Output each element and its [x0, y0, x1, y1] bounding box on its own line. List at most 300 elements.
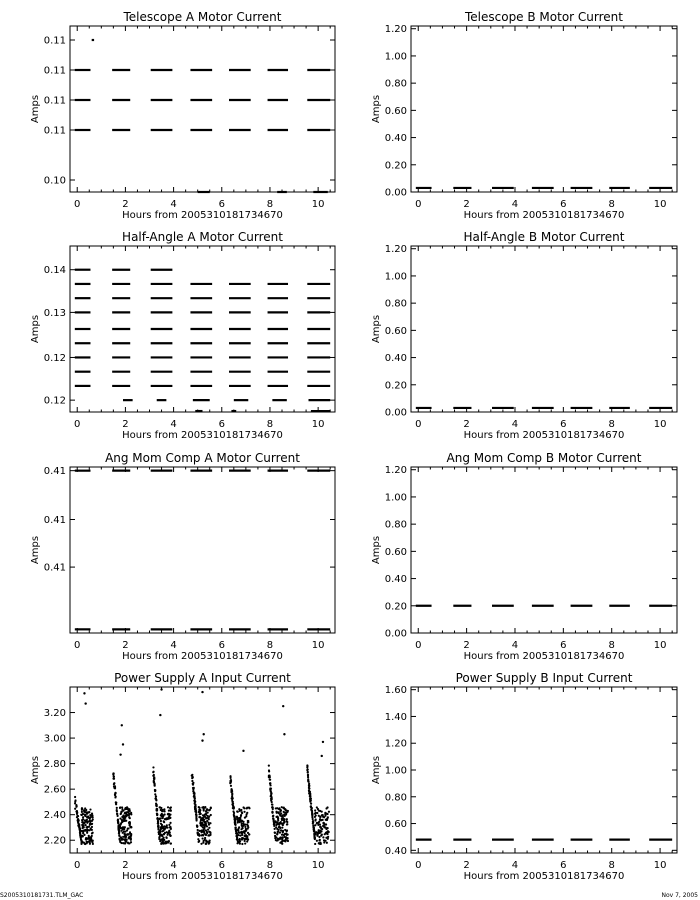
data-point [198, 813, 200, 815]
chart-title: Ang Mom Comp A Motor Current [105, 451, 300, 465]
data-point [271, 812, 273, 814]
data-point [163, 833, 165, 835]
data-point [154, 790, 156, 792]
y-axis-label: Amps [371, 755, 382, 785]
data-point [269, 779, 271, 781]
data-point [241, 812, 243, 814]
data-point [85, 824, 87, 826]
x-tick-label: 6 [560, 640, 567, 651]
y-tick-label: 0.13 [43, 307, 66, 319]
data-point [91, 841, 93, 843]
data-point [270, 787, 272, 789]
data-point [127, 842, 129, 844]
x-tick-label: 8 [266, 860, 274, 871]
x-tick-label: 0 [74, 640, 81, 651]
data-point [235, 831, 237, 833]
y-axis-label: Amps [30, 94, 41, 124]
data-point [233, 808, 235, 810]
data-point [203, 821, 205, 823]
y-tick-label: 0.80 [384, 298, 407, 310]
data-point [194, 797, 196, 799]
x-tick-label: 8 [608, 860, 615, 871]
plot-frame [411, 687, 677, 853]
data-point [321, 819, 323, 821]
y-tick-label: 1.20 [384, 465, 407, 477]
data-point [199, 811, 201, 813]
data-point [115, 803, 117, 805]
x-tick-label: 0 [74, 419, 81, 430]
data-point [244, 826, 246, 828]
data-point [113, 787, 115, 789]
data-point [201, 831, 203, 833]
data-point [199, 822, 201, 824]
data-point [161, 830, 163, 832]
data-point [312, 821, 314, 823]
data-point [286, 818, 288, 820]
data-point [164, 810, 166, 812]
data-point [122, 836, 124, 838]
data-point [272, 815, 274, 817]
data-point [245, 830, 247, 832]
data-point [159, 840, 161, 842]
data-point [241, 824, 243, 826]
data-point [200, 824, 202, 826]
y-tick-label: 0.00 [384, 187, 407, 199]
data-point [246, 840, 248, 842]
data-point [86, 841, 88, 843]
y-tick-label: 1.00 [384, 271, 407, 283]
data-point [130, 826, 132, 828]
data-point [158, 831, 160, 833]
y-tick-label: 0.40 [384, 133, 407, 145]
data-point [167, 806, 169, 808]
x-tick-label: 10 [311, 199, 325, 210]
plot-frame [411, 26, 677, 192]
data-point [318, 839, 320, 841]
x-axis-label: Hours from 2005310181734670 [463, 871, 625, 882]
data-point [162, 817, 164, 819]
data-point [316, 840, 318, 842]
y-tick-label: 0.12 [43, 395, 66, 407]
data-point [276, 839, 278, 841]
y-tick-label: 3.00 [43, 733, 66, 745]
data-point [206, 832, 208, 834]
data-point [155, 795, 157, 797]
data-point [161, 814, 163, 816]
data-point [81, 819, 83, 821]
y-tick-label: 3.20 [43, 708, 66, 720]
x-tick-label: 10 [311, 860, 325, 871]
data-point [193, 795, 195, 797]
data-point [270, 791, 272, 793]
data-point [161, 838, 163, 840]
x-tick-label: 2 [122, 860, 129, 871]
data-point [204, 807, 206, 809]
data-point [281, 834, 283, 836]
data-point [234, 822, 236, 824]
data-points [75, 270, 330, 411]
data-point [191, 780, 193, 782]
data-point [80, 838, 82, 840]
data-point [198, 809, 200, 811]
data-point [161, 824, 163, 826]
data-point [239, 810, 241, 812]
data-point [164, 842, 166, 844]
x-tick-label: 2 [463, 640, 470, 651]
data-point [274, 837, 276, 839]
data-point [192, 788, 194, 790]
y-tick-label: 0.20 [384, 380, 407, 392]
data-point [268, 769, 270, 771]
outlier-point [321, 755, 323, 757]
x-tick-label: 2 [122, 419, 129, 430]
data-point [247, 820, 249, 822]
data-point [274, 832, 276, 834]
data-point [243, 811, 245, 813]
data-points [75, 471, 330, 630]
data-point [120, 836, 122, 838]
data-point [270, 795, 272, 797]
data-point [154, 785, 156, 787]
data-point [194, 801, 196, 803]
data-point [271, 798, 273, 800]
x-tick-label: 10 [653, 419, 667, 430]
data-point [271, 801, 273, 803]
data-point [82, 816, 84, 818]
y-tick-label: 1.20 [384, 24, 407, 36]
data-point [124, 830, 126, 832]
data-point [121, 808, 123, 810]
data-point [169, 822, 171, 824]
data-point [205, 824, 207, 826]
data-point [232, 805, 234, 807]
y-tick-label: 0.11 [43, 95, 66, 107]
x-tick-label: 10 [653, 199, 667, 210]
data-point [113, 775, 115, 777]
data-point [281, 819, 283, 821]
y-tick-label: 1.20 [384, 738, 407, 750]
data-point [156, 810, 158, 812]
data-point [163, 820, 165, 822]
plot-frame [70, 26, 335, 192]
y-tick-label: 1.40 [384, 711, 407, 723]
x-tick-label: 0 [74, 860, 81, 871]
y-tick-label: 0.80 [384, 792, 407, 804]
y-tick-label: 0.20 [384, 601, 407, 613]
data-point [90, 827, 92, 829]
data-point [240, 815, 242, 817]
x-axis-label: Hours from 2005310181734670 [463, 430, 625, 441]
data-point [306, 769, 308, 771]
data-point [169, 835, 171, 837]
data-point [91, 820, 93, 822]
data-point [273, 825, 275, 827]
data-point [81, 824, 83, 826]
data-point [91, 835, 93, 837]
chart-4 [371, 230, 677, 441]
data-point [88, 836, 90, 838]
data-point [158, 837, 160, 839]
y-tick-label: 0.12 [43, 352, 66, 364]
chart-title: Half-Angle B Motor Current [463, 230, 625, 244]
data-point [307, 771, 309, 773]
x-tick-label: 8 [608, 199, 615, 210]
x-tick-label: 4 [511, 640, 519, 651]
data-point [283, 820, 285, 822]
x-tick-label: 6 [560, 199, 567, 210]
data-point [84, 813, 86, 815]
data-point [123, 842, 125, 844]
data-point [87, 817, 89, 819]
y-tick-label: 2.40 [43, 810, 66, 822]
data-point [125, 815, 127, 817]
data-point [313, 829, 315, 831]
data-point [88, 826, 90, 828]
data-point [207, 822, 209, 824]
data-point [268, 776, 270, 778]
data-point [76, 811, 78, 813]
x-tick-label: 4 [511, 199, 519, 210]
y-tick-label: 0.00 [384, 628, 407, 640]
data-point [317, 824, 319, 826]
data-point [129, 817, 131, 819]
data-point [86, 827, 88, 829]
data-point [242, 806, 244, 808]
data-point [271, 804, 273, 806]
y-tick-label: 0.11 [43, 65, 66, 77]
data-point [273, 821, 275, 823]
data-point [198, 840, 200, 842]
data-point [208, 839, 210, 841]
outlier-point [201, 691, 203, 693]
data-point [202, 837, 204, 839]
data-point [281, 843, 283, 845]
data-point [122, 826, 124, 828]
x-tick-label: 10 [311, 640, 325, 651]
data-point [195, 817, 197, 819]
data-point [208, 843, 210, 845]
data-point [232, 810, 234, 812]
data-point [197, 829, 199, 831]
data-point [240, 831, 242, 833]
chart-3 [30, 230, 335, 441]
chart-6 [371, 451, 677, 662]
data-point [166, 827, 168, 829]
x-tick-label: 2 [122, 640, 129, 651]
plot-frame [411, 467, 677, 633]
y-tick-label: 0.14 [43, 265, 66, 277]
x-tick-label: 10 [653, 860, 667, 871]
data-point [323, 839, 325, 841]
data-point [202, 823, 204, 825]
data-point [308, 787, 310, 789]
data-point [286, 823, 288, 825]
y-axis-label: Amps [371, 535, 382, 565]
data-point [311, 810, 313, 812]
outlier-point [283, 733, 285, 735]
data-point [311, 815, 313, 817]
data-point [269, 782, 271, 784]
plot-frame [70, 467, 335, 633]
data-point [310, 803, 312, 805]
data-point [166, 837, 168, 839]
x-tick-label: 8 [608, 640, 615, 651]
data-point [80, 835, 82, 837]
data-point [319, 831, 321, 833]
data-point [116, 809, 118, 811]
data-point [279, 838, 281, 840]
chart-title: Ang Mom Comp B Motor Current [446, 451, 642, 465]
data-point [307, 780, 309, 782]
chart-1 [30, 10, 335, 221]
data-point [327, 838, 329, 840]
data-point [323, 826, 325, 828]
x-tick-label: 2 [463, 860, 470, 871]
y-tick-label: 0.40 [384, 845, 407, 857]
data-point [194, 799, 196, 801]
data-point [117, 818, 119, 820]
x-tick-label: 0 [415, 860, 422, 871]
y-tick-label: 2.20 [43, 835, 66, 847]
data-point [126, 811, 128, 813]
data-point [164, 813, 166, 815]
data-point [155, 803, 157, 805]
data-point [128, 821, 130, 823]
data-point [156, 818, 158, 820]
data-point [124, 835, 126, 837]
y-tick-label: 1.60 [384, 685, 407, 697]
data-point [241, 843, 243, 845]
data-point [318, 821, 320, 823]
y-tick-label: 0.41 [43, 514, 66, 526]
data-point [242, 837, 244, 839]
data-point [320, 827, 322, 829]
data-point [316, 822, 318, 824]
data-point [81, 807, 83, 809]
footer-filename: S2005310181731.TLM_GAC [0, 892, 84, 899]
data-point [323, 816, 325, 818]
data-point [77, 824, 79, 826]
data-point [244, 842, 246, 844]
data-point [162, 837, 164, 839]
data-point [89, 841, 91, 843]
data-point [313, 827, 315, 829]
data-point [283, 811, 285, 813]
y-tick-label: 0.60 [384, 325, 407, 337]
data-point [277, 817, 279, 819]
data-point [205, 829, 207, 831]
data-point [238, 832, 240, 834]
data-point [229, 780, 231, 782]
data-point [234, 819, 236, 821]
y-axis-label: Amps [30, 535, 41, 565]
data-point [278, 807, 280, 809]
data-point [89, 808, 91, 810]
data-point [244, 840, 246, 842]
data-point [285, 839, 287, 841]
data-point [232, 797, 234, 799]
data-point [168, 824, 170, 826]
data-point [153, 782, 155, 784]
x-axis-label: Hours from 2005310181734670 [122, 871, 283, 882]
chart-title: Telescope B Motor Current [464, 10, 624, 24]
data-point [169, 814, 171, 816]
data-point [118, 829, 120, 831]
chart-2 [371, 10, 677, 221]
data-point [245, 835, 247, 837]
data-point [157, 822, 159, 824]
data-point [328, 811, 330, 813]
data-point [170, 842, 172, 844]
x-tick-label: 6 [560, 419, 567, 430]
data-point [169, 807, 171, 809]
data-point [239, 838, 241, 840]
data-point [112, 777, 114, 779]
data-point [198, 806, 200, 808]
data-point [208, 827, 210, 829]
data-point [166, 824, 168, 826]
data-point [247, 826, 249, 828]
data-point [236, 810, 238, 812]
data-point [314, 836, 316, 838]
data-point [206, 820, 208, 822]
data-point [229, 777, 231, 779]
data-point [159, 806, 161, 808]
data-point [167, 841, 169, 843]
data-point [245, 838, 247, 840]
y-tick-label: 0.00 [384, 407, 407, 419]
data-point [314, 834, 316, 836]
y-tick-label: 0.60 [384, 819, 407, 831]
chart-title: Power Supply A Input Current [114, 671, 291, 685]
data-point [156, 805, 158, 807]
data-point [168, 832, 170, 834]
data-point [169, 826, 171, 828]
data-point [282, 840, 284, 842]
data-point [237, 820, 239, 822]
data-point [118, 834, 120, 836]
data-point [277, 819, 279, 821]
data-point [113, 782, 115, 784]
data-point [279, 822, 281, 824]
data-point [276, 807, 278, 809]
data-point [209, 822, 211, 824]
outlier-point [322, 741, 324, 743]
y-axis-label: Amps [371, 94, 382, 124]
chart-7 [30, 671, 335, 882]
y-tick-label: 0.60 [384, 546, 407, 558]
data-point [91, 823, 93, 825]
x-tick-label: 8 [266, 640, 274, 651]
y-tick-label: 1.00 [384, 51, 407, 63]
data-point [169, 809, 171, 811]
data-point [152, 771, 154, 773]
data-point [232, 803, 234, 805]
data-point [191, 775, 193, 777]
data-point [323, 841, 325, 843]
data-point [74, 800, 76, 802]
data-point [244, 816, 246, 818]
x-tick-label: 4 [511, 860, 519, 871]
data-point [240, 828, 242, 830]
chart-5 [30, 451, 335, 662]
outlier-point [282, 705, 284, 707]
data-point [278, 812, 280, 814]
y-tick-label: 0.11 [43, 35, 66, 47]
data-point [74, 796, 76, 798]
data-point [246, 812, 248, 814]
data-point [202, 817, 204, 819]
